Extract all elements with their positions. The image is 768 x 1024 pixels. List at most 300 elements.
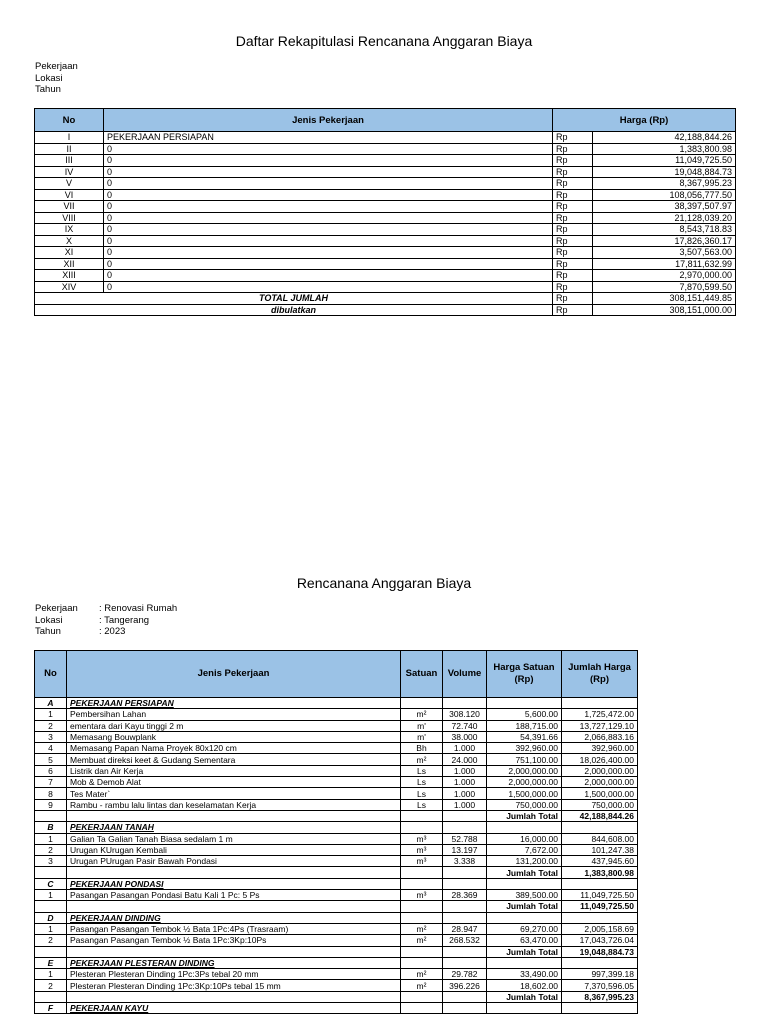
section-code: D	[35, 912, 67, 923]
empty-cell	[443, 698, 487, 709]
row-amount: 7,870,599.50	[593, 281, 736, 293]
row-no: VIII	[35, 212, 104, 224]
item-price: 389,500.00	[487, 890, 562, 901]
item-volume: 268.532	[443, 935, 487, 946]
empty-cell	[443, 878, 487, 889]
item-desc: Urugan PUrugan Pasir Bawah Pondasi	[67, 856, 401, 867]
item-no: 1	[35, 923, 67, 934]
item-no: 3	[35, 731, 67, 742]
item-no: 8	[35, 788, 67, 799]
item-desc: Galian Ta Galian Tanah Biasa sedalam 1 m	[67, 833, 401, 844]
table-row	[35, 856, 638, 867]
meta-row	[35, 615, 177, 627]
row-amount: 17,826,360.17	[593, 235, 736, 247]
empty-cell	[67, 946, 401, 957]
row-no: II	[35, 143, 104, 155]
item-price: 5,600.00	[487, 709, 562, 720]
section-code: E	[35, 957, 67, 968]
empty-cell	[67, 867, 401, 878]
item-total: 13,727,129.10	[562, 720, 638, 731]
item-desc: Pasangan Pasangan Tembok ½ Bata 1Pc:4Ps (Trasraam)	[67, 923, 401, 934]
empty-cell	[401, 901, 443, 912]
item-unit: m'	[401, 720, 443, 731]
row-jenis: 0	[104, 201, 553, 213]
table-row	[35, 224, 736, 236]
section-code: A	[35, 698, 67, 709]
item-price: 18,602.00	[487, 980, 562, 991]
table-row	[35, 143, 736, 155]
section-code: C	[35, 878, 67, 889]
row-currency: Rp	[553, 258, 593, 270]
empty-cell	[487, 822, 562, 833]
subtotal-row	[35, 867, 638, 878]
item-total: 2,000,000.00	[562, 777, 638, 788]
item-total: 2,066,883.16	[562, 731, 638, 742]
summary-meta	[35, 61, 99, 96]
section-title: PEKERJAAN TANAH	[67, 822, 401, 833]
table-row	[35, 189, 736, 201]
item-desc: Pasangan Pasangan Pondasi Batu Kali 1 Pc: 5 Ps	[67, 890, 401, 901]
section-header-row	[35, 822, 638, 833]
item-price: 2,000,000.00	[487, 765, 562, 776]
empty-cell	[562, 822, 638, 833]
total-amount: 308,151,449.85	[593, 293, 736, 305]
subtotal-row	[35, 991, 638, 1002]
subtotal-value: 42,188,844.26	[562, 810, 638, 821]
item-volume: 1.000	[443, 788, 487, 799]
table-row	[35, 844, 638, 855]
table-row	[35, 788, 638, 799]
row-currency: Rp	[553, 224, 593, 236]
row-no: III	[35, 155, 104, 167]
item-unit: m²	[401, 980, 443, 991]
rab-col-no-header: No	[35, 651, 67, 698]
row-no: IV	[35, 166, 104, 178]
rab-col-harga-satuan-header: Harga Satuan (Rp)	[487, 651, 562, 698]
empty-cell	[562, 912, 638, 923]
item-unit: Ls	[401, 777, 443, 788]
item-desc: Urugan KUrugan Kembali	[67, 844, 401, 855]
item-price: 16,000.00	[487, 833, 562, 844]
row-no: VI	[35, 189, 104, 201]
row-no: XII	[35, 258, 104, 270]
item-total: 392,960.00	[562, 743, 638, 754]
col-jenis-header: Jenis Pekerjaan	[104, 109, 553, 132]
table-row	[35, 969, 638, 980]
section-title: PEKERJAAN PERSIAPAN	[67, 698, 401, 709]
item-unit: m³	[401, 844, 443, 855]
subtotal-row	[35, 901, 638, 912]
item-no: 4	[35, 743, 67, 754]
meta-label: Pekerjaan	[35, 61, 78, 72]
empty-cell	[67, 901, 401, 912]
item-desc: Rambu - rambu lalu lintas dan keselamatan Kerja	[67, 799, 401, 810]
section-header-row	[35, 878, 638, 889]
item-desc: Pembersihan Lahan	[67, 709, 401, 720]
item-desc: Mob & Demob Alat	[67, 777, 401, 788]
row-currency: Rp	[553, 132, 593, 144]
row-jenis: 0	[104, 212, 553, 224]
item-volume: 28.947	[443, 923, 487, 934]
row-jenis: 0	[104, 247, 553, 259]
empty-cell	[401, 867, 443, 878]
row-currency: Rp	[553, 155, 593, 167]
table-row	[35, 935, 638, 946]
item-no: 2	[35, 935, 67, 946]
empty-cell	[487, 912, 562, 923]
item-no: 6	[35, 765, 67, 776]
item-total: 7,370,596.05	[562, 980, 638, 991]
row-currency: Rp	[553, 270, 593, 282]
row-currency: Rp	[553, 143, 593, 155]
item-unit: m³	[401, 833, 443, 844]
empty-cell	[562, 698, 638, 709]
table-row	[35, 731, 638, 742]
summary-table	[34, 108, 736, 316]
meta-label: Tahun	[35, 626, 61, 637]
rab-table	[34, 650, 638, 1014]
item-price: 750,000.00	[487, 799, 562, 810]
item-total: 101,247.38	[562, 844, 638, 855]
row-currency: Rp	[553, 166, 593, 178]
item-volume: 1.000	[443, 777, 487, 788]
row-jenis: 0	[104, 270, 553, 282]
table-row	[35, 201, 736, 213]
rab-title: Rencanana Anggaran Biaya	[296, 575, 472, 591]
section-header-row	[35, 1003, 638, 1014]
row-amount: 108,056,777.50	[593, 189, 736, 201]
item-price: 63,470.00	[487, 935, 562, 946]
table-row	[35, 743, 638, 754]
summary-title: Daftar Rekapitulasi Rencanana Anggaran Biaya	[235, 33, 533, 49]
row-no: XI	[35, 247, 104, 259]
item-total: 1,725,472.00	[562, 709, 638, 720]
row-jenis: 0	[104, 178, 553, 190]
item-desc: Memasang Bouwplank	[67, 731, 401, 742]
item-volume: 29.782	[443, 969, 487, 980]
item-unit: Bh	[401, 743, 443, 754]
item-no: 1	[35, 969, 67, 980]
meta-label: Lokasi	[35, 614, 63, 626]
table-row	[35, 709, 638, 720]
table-row	[35, 155, 736, 167]
item-volume: 13.197	[443, 844, 487, 855]
item-total: 11,049,725.50	[562, 890, 638, 901]
item-volume: 396.226	[443, 980, 487, 991]
row-jenis: 0	[104, 155, 553, 167]
table-row	[35, 980, 638, 991]
row-amount: 8,543,718.83	[593, 224, 736, 236]
row-amount: 3,507,563.00	[593, 247, 736, 259]
item-total: 2,000,000.00	[562, 765, 638, 776]
empty-cell	[562, 957, 638, 968]
row-no: V	[35, 178, 104, 190]
rab-col-volume-header: Volume	[443, 651, 487, 698]
row-currency: Rp	[553, 178, 593, 190]
item-unit: m²	[401, 923, 443, 934]
table-row	[35, 212, 736, 224]
item-price: 7,672.00	[487, 844, 562, 855]
item-desc: Tes Mater`	[67, 788, 401, 799]
empty-cell	[67, 810, 401, 821]
item-price: 54,391.66	[487, 731, 562, 742]
table-row	[35, 720, 638, 731]
item-no: 3	[35, 856, 67, 867]
subtotal-value: 19,048,884.73	[562, 946, 638, 957]
subtotal-label: Jumlah Total	[487, 946, 562, 957]
item-total: 2,005,158.69	[562, 923, 638, 934]
item-unit: m²	[401, 935, 443, 946]
empty-cell	[443, 946, 487, 957]
row-currency: Rp	[553, 235, 593, 247]
section-title: PEKERJAAN PLESTERAN DINDING	[67, 957, 401, 968]
item-price: 69,270.00	[487, 923, 562, 934]
row-jenis: 0	[104, 166, 553, 178]
row-amount: 42,188,844.26	[593, 132, 736, 144]
item-volume: 72.740	[443, 720, 487, 731]
empty-cell	[443, 991, 487, 1002]
item-no: 2	[35, 980, 67, 991]
section-title: PEKERJAAN DINDING	[67, 912, 401, 923]
empty-cell	[35, 901, 67, 912]
row-amount: 2,970,000.00	[593, 270, 736, 282]
empty-cell	[443, 901, 487, 912]
table-row	[35, 258, 736, 270]
row-no: XIII	[35, 270, 104, 282]
meta-row	[35, 603, 177, 615]
item-desc: Plesteran Plesteran Dinding 1Pc:3Ps tebal 20 mm	[67, 969, 401, 980]
subtotal-value: 11,049,725.50	[562, 901, 638, 912]
rab-meta	[35, 603, 177, 638]
empty-cell	[401, 822, 443, 833]
item-unit: m³	[401, 890, 443, 901]
subtotal-label: Jumlah Total	[487, 901, 562, 912]
item-unit: m²	[401, 709, 443, 720]
section-title: PEKERJAAN PONDASI	[67, 878, 401, 889]
empty-cell	[35, 867, 67, 878]
row-no: IX	[35, 224, 104, 236]
row-currency: Rp	[553, 281, 593, 293]
empty-cell	[401, 957, 443, 968]
row-jenis: 0	[104, 235, 553, 247]
rab-col-satuan-header: Satuan	[401, 651, 443, 698]
row-no: X	[35, 235, 104, 247]
rounded-row	[35, 304, 736, 316]
item-total: 997,399.18	[562, 969, 638, 980]
empty-cell	[443, 822, 487, 833]
table-row	[35, 166, 736, 178]
subtotal-row	[35, 810, 638, 821]
table-row	[35, 923, 638, 934]
empty-cell	[401, 810, 443, 821]
item-total: 18,026,400.00	[562, 754, 638, 765]
item-volume: 24.000	[443, 754, 487, 765]
meta-value: : 2023	[99, 626, 126, 637]
item-no: 1	[35, 833, 67, 844]
table-row	[35, 132, 736, 144]
row-amount: 17,811,632.99	[593, 258, 736, 270]
item-volume: 52.788	[443, 833, 487, 844]
item-unit: m'	[401, 731, 443, 742]
empty-cell	[35, 991, 67, 1002]
subtotal-value: 8,367,995.23	[562, 991, 638, 1002]
empty-cell	[401, 946, 443, 957]
row-no: VII	[35, 201, 104, 213]
item-no: 2	[35, 720, 67, 731]
section-header-row	[35, 912, 638, 923]
section-header-row	[35, 698, 638, 709]
empty-cell	[401, 698, 443, 709]
empty-cell	[443, 957, 487, 968]
item-volume: 308.120	[443, 709, 487, 720]
row-amount: 8,367,995.23	[593, 178, 736, 190]
item-volume: 3.338	[443, 856, 487, 867]
meta-label: Lokasi	[35, 72, 63, 84]
row-jenis: PEKERJAAN PERSIAPAN	[104, 132, 553, 144]
subtotal-label: Jumlah Total	[487, 991, 562, 1002]
section-header-row	[35, 957, 638, 968]
meta-row	[35, 626, 177, 638]
row-currency: Rp	[553, 189, 593, 201]
item-volume: 38.000	[443, 731, 487, 742]
meta-value: : Renovasi Rumah	[99, 603, 178, 614]
item-desc: Pasangan Pasangan Tembok ½ Bata 1Pc:3Kp:10Ps	[67, 935, 401, 946]
row-currency: Rp	[553, 212, 593, 224]
subtotal-label: Jumlah Total	[487, 867, 562, 878]
rounded-label: dibulatkan	[35, 304, 553, 316]
empty-cell	[35, 810, 67, 821]
empty-cell	[562, 878, 638, 889]
table-row	[35, 890, 638, 901]
section-title: PEKERJAAN KAYU	[67, 1003, 401, 1014]
subtotal-row	[35, 946, 638, 957]
meta-row	[35, 73, 99, 85]
row-amount: 38,397,507.97	[593, 201, 736, 213]
item-no: 1	[35, 890, 67, 901]
table-row	[35, 281, 736, 293]
rounded-amount: 308,151,000.00	[593, 304, 736, 316]
item-total: 844,608.00	[562, 833, 638, 844]
item-volume: 28.369	[443, 890, 487, 901]
row-currency: Rp	[553, 247, 593, 259]
table-row	[35, 247, 736, 259]
rounded-currency: Rp	[553, 304, 593, 316]
meta-value: : Tangerang	[99, 614, 150, 626]
meta-label: Pekerjaan	[35, 603, 78, 614]
item-price: 33,490.00	[487, 969, 562, 980]
empty-cell	[487, 878, 562, 889]
empty-cell	[487, 1003, 562, 1014]
item-desc: Memasang Papan Nama Proyek 80x120 cm	[67, 743, 401, 754]
section-code: F	[35, 1003, 67, 1014]
item-total: 437,945.60	[562, 856, 638, 867]
item-volume: 1.000	[443, 743, 487, 754]
empty-cell	[401, 1003, 443, 1014]
table-row	[35, 765, 638, 776]
item-unit: m³	[401, 856, 443, 867]
item-total: 17,043,726.04	[562, 935, 638, 946]
empty-cell	[562, 1003, 638, 1014]
row-jenis: 0	[104, 224, 553, 236]
empty-cell	[67, 991, 401, 1002]
row-amount: 1,383,800.98	[593, 143, 736, 155]
total-row	[35, 293, 736, 305]
table-row	[35, 833, 638, 844]
rab-col-jumlah-header: Jumlah Harga (Rp)	[562, 651, 638, 698]
subtotal-label: Jumlah Total	[487, 810, 562, 821]
subtotal-value: 1,383,800.98	[562, 867, 638, 878]
table-row	[35, 235, 736, 247]
row-jenis: 0	[104, 258, 553, 270]
total-label: TOTAL JUMLAH	[35, 293, 553, 305]
item-price: 2,000,000.00	[487, 777, 562, 788]
item-desc: Plesteran Plesteran Dinding 1Pc:3Kp:10Ps tebal 15 mm	[67, 980, 401, 991]
item-total: 750,000.00	[562, 799, 638, 810]
item-desc: Listrik dan Air Kerja	[67, 765, 401, 776]
empty-cell	[401, 878, 443, 889]
item-no: 1	[35, 709, 67, 720]
item-price: 131,200.00	[487, 856, 562, 867]
table-row	[35, 799, 638, 810]
empty-cell	[401, 991, 443, 1002]
row-amount: 19,048,884.73	[593, 166, 736, 178]
meta-row	[35, 84, 99, 96]
item-price: 751,100.00	[487, 754, 562, 765]
section-code: B	[35, 822, 67, 833]
table-row	[35, 777, 638, 788]
item-unit: Ls	[401, 765, 443, 776]
empty-cell	[487, 698, 562, 709]
empty-cell	[443, 810, 487, 821]
row-jenis: 0	[104, 143, 553, 155]
empty-cell	[35, 946, 67, 957]
item-no: 5	[35, 754, 67, 765]
table-row	[35, 754, 638, 765]
empty-cell	[401, 912, 443, 923]
item-unit: m²	[401, 969, 443, 980]
rab-col-jenis-header: Jenis Pekerjaan	[67, 651, 401, 698]
row-jenis: 0	[104, 189, 553, 201]
item-price: 188,715.00	[487, 720, 562, 731]
empty-cell	[443, 867, 487, 878]
item-no: 2	[35, 844, 67, 855]
item-volume: 1.000	[443, 799, 487, 810]
col-no-header: No	[35, 109, 104, 132]
item-unit: Ls	[401, 799, 443, 810]
meta-row	[35, 61, 99, 73]
item-desc: Membuat direksi keet & Gudang Sementara	[67, 754, 401, 765]
item-no: 9	[35, 799, 67, 810]
item-no: 7	[35, 777, 67, 788]
empty-cell	[487, 957, 562, 968]
row-amount: 11,049,725.50	[593, 155, 736, 167]
meta-label: Tahun	[35, 84, 61, 95]
table-row	[35, 270, 736, 282]
item-unit: Ls	[401, 788, 443, 799]
total-currency: Rp	[553, 293, 593, 305]
item-total: 1,500,000.00	[562, 788, 638, 799]
row-jenis: 0	[104, 281, 553, 293]
item-desc: ementara dari Kayu tinggi 2 m	[67, 720, 401, 731]
item-price: 392,960.00	[487, 743, 562, 754]
row-no: I	[35, 132, 104, 144]
empty-cell	[443, 1003, 487, 1014]
item-price: 1,500,000.00	[487, 788, 562, 799]
item-unit: m²	[401, 754, 443, 765]
table-row	[35, 178, 736, 190]
empty-cell	[443, 912, 487, 923]
col-harga-header: Harga (Rp)	[553, 109, 736, 132]
